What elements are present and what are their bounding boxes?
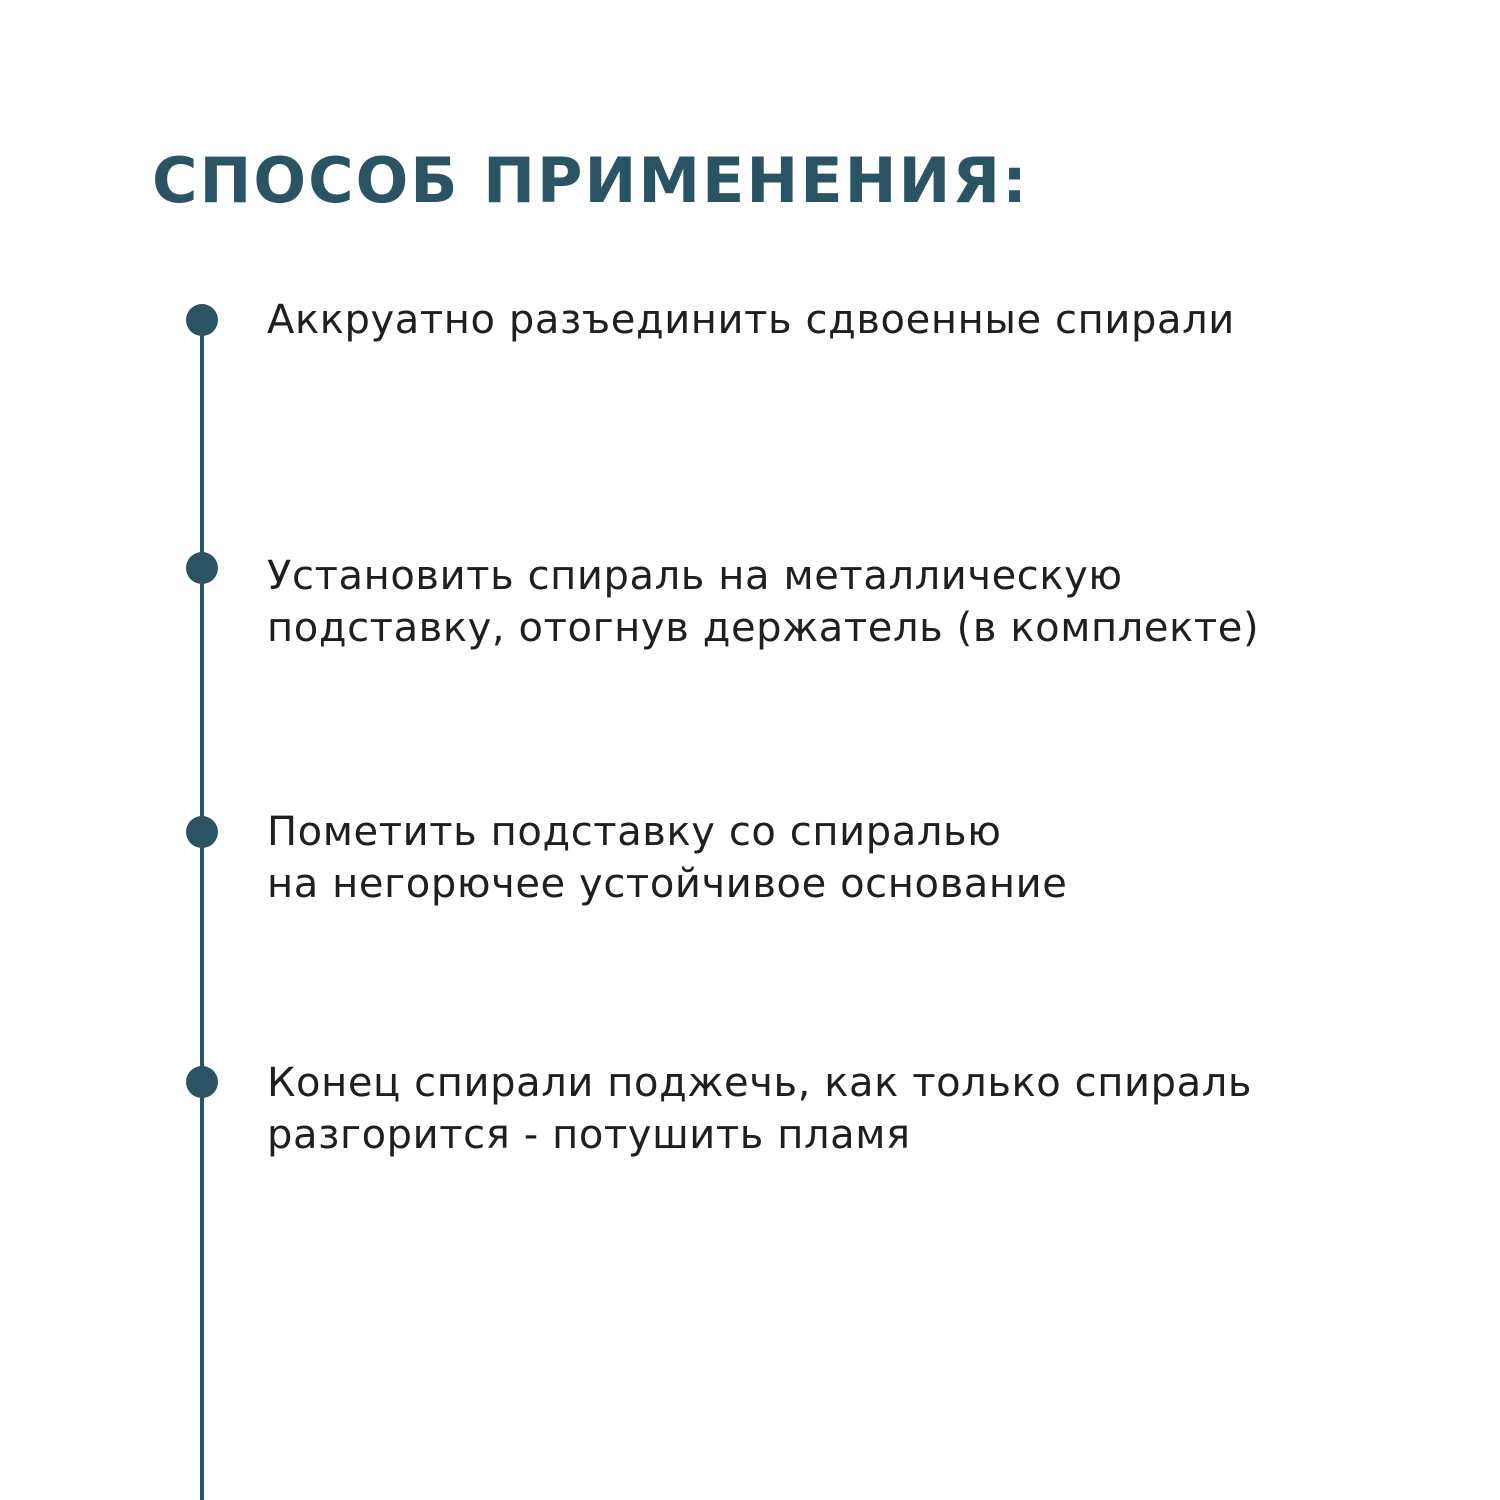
timeline-dot [186, 1066, 218, 1098]
step-4 [267, 1057, 1447, 1161]
step-4-line-2: разгорится - потушить пламя [267, 1112, 911, 1158]
timeline-line [200, 320, 204, 1500]
step-1 [267, 294, 1447, 346]
step-3-line-1: Пометить подставку со спиралью [267, 809, 1002, 855]
timeline-dot [186, 552, 218, 584]
step-4-line-1: Конец спирали поджечь, как только спираль [267, 1060, 1253, 1106]
step-2-line-2: подставку, отогнув держатель (в комплекте) [267, 605, 1260, 651]
step-2-line-1: Установить спираль на металлическую [267, 553, 1123, 599]
step-3-line-2: на негорючее устойчивое основание [267, 861, 1068, 907]
step-1-line-1: Аккруатно разъединить сдвоенные спирали [267, 297, 1235, 343]
step-3 [267, 806, 1447, 910]
timeline-dot [186, 304, 218, 336]
step-2 [267, 550, 1447, 654]
timeline-dot [186, 816, 218, 848]
page-title: СПОСОБ ПРИМЕНЕНИЯ: [152, 144, 1029, 217]
